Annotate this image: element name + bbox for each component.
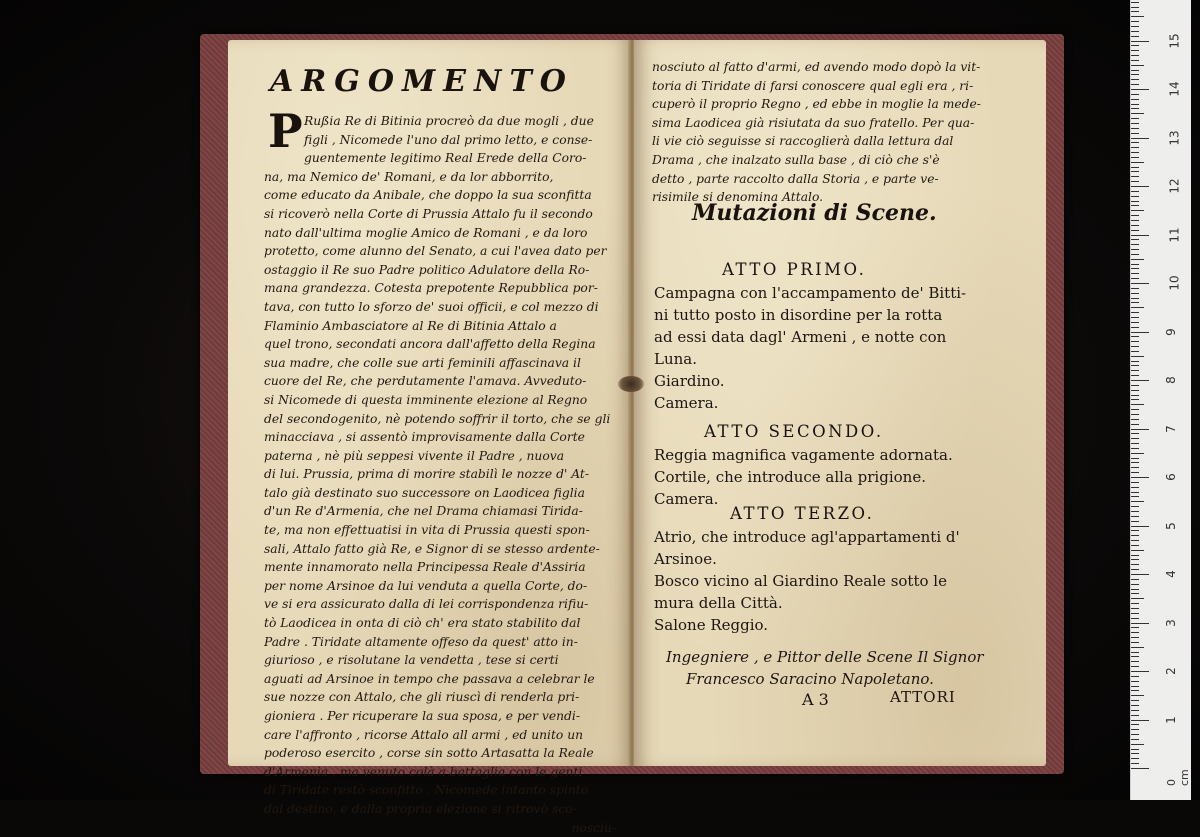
ruler-tick [1131,516,1139,517]
ruler-tick [1131,608,1139,609]
act-two-item: Camera. [654,490,719,508]
ruler-tick [1131,365,1139,366]
text-line: mana grandezza. Cotesta prepotente Repubblica por- [264,281,598,296]
ruler-tick [1131,322,1139,323]
ruler-tick [1131,681,1139,682]
ruler-tick [1131,569,1139,570]
ruler-number: 1 [1163,715,1178,724]
signature-mark: A 3 [802,690,829,709]
text-line: tò Laodicea in onta di ciò ch' era stato stabilito dal [264,616,581,631]
ruler-tick [1131,623,1149,624]
ruler-tick [1131,220,1139,221]
ruler-tick [1131,133,1139,134]
act-two-item: Cortile, che introduce alla prigione. [654,468,926,486]
ruler-tick [1131,264,1139,265]
ruler-tick [1131,584,1139,585]
ruler-tick [1131,235,1149,236]
ruler-tick [1131,540,1139,541]
text-line: protetto, come alunno del Senato, a cui l'avea dato per [264,244,607,259]
text-line: Rußia Re di Bitinia procreò da due mogli , due [304,114,594,128]
text-line: ostaggio il Re suo Padre politico Adulatore della Ro- [264,262,590,277]
act-one-item: ad essi data dagl' Armeni , e notte con [654,328,947,346]
ruler-tick [1131,230,1139,231]
credit-line: Ingegniere , e Pittor delle Scene Il Signor [666,648,984,666]
ruler-tick [1131,472,1139,473]
ruler-tick [1131,84,1139,85]
argument-continuation [652,58,1028,207]
ruler-tick [1131,433,1139,434]
ruler-tick [1131,758,1139,759]
ruler-tick [1131,603,1139,604]
ruler-tick [1131,356,1144,357]
ruler-tick [1131,50,1139,51]
ruler-tick [1131,201,1139,202]
drop-cap: P [268,104,303,158]
ruler-tick [1131,351,1139,352]
credit-line: Francesco Saracino Napoletano. [686,670,934,688]
ruler-tick [1131,690,1139,691]
scene-changes-title: Mutazioni di Scene. [692,200,937,226]
ruler-tick [1131,443,1139,444]
ruler-tick [1131,511,1139,512]
ruler-tick [1131,438,1139,439]
ruler-tick [1131,327,1139,328]
act-one-item: Giardino. [654,372,725,390]
ruler-tick [1131,710,1139,711]
act-three-heading: ATTO TERZO. [730,504,875,523]
ruler-tick [1131,317,1139,318]
ruler-tick [1131,205,1139,206]
ruler-tick [1131,31,1139,32]
act-three-item: Bosco vicino al Giardino Reale sotto le [654,572,947,590]
ruler-tick [1131,424,1139,425]
text-line: di Tiridate restò sconfitto . Nicomede intanto spinto [264,783,589,798]
ruler-number: 3 [1163,618,1178,627]
act-three-item: Arsinoe. [654,550,717,568]
ruler-number: 2 [1163,667,1178,675]
ruler-tick [1131,593,1139,594]
ruler-tick [1131,574,1149,575]
ruler-tick [1131,598,1144,599]
left-page [228,40,632,835]
ruler-tick [1131,739,1139,740]
text-line: sima Laodicea già risiutata da suo fratello. Per qua- [652,115,975,130]
ruler-tick [1131,191,1139,192]
ruler-tick [1131,45,1139,46]
ruler-tick [1131,477,1149,478]
ruler-number: 6 [1163,473,1178,481]
ruler-tick [1131,94,1139,95]
measurement-ruler [1130,0,1191,800]
act-two-heading: ATTO SECONDO. [704,422,884,441]
ruler-number: 13 [1167,129,1182,146]
ruler-tick [1131,123,1139,124]
ruler-number: 11 [1167,226,1182,243]
ruler-tick [1131,545,1139,546]
ruler-tick [1131,453,1144,454]
ruler-tick [1131,656,1139,657]
ruler-tick [1131,724,1139,725]
ruler-number: 8 [1163,376,1178,384]
text-line: cuore del Re, che perdutamente l'amava. Avveduto- [264,374,587,389]
ruler-tick [1131,734,1139,735]
text-line: minacciava , si assentò improvisamente dalla Corte [264,430,585,445]
ruler-tick [1131,380,1149,381]
ruler-tick [1131,419,1139,420]
ruler-tick [1131,613,1139,614]
text-line: d'un Re d'Armenia, che nel Drama chiamasi Tirida- [264,504,583,519]
ruler-tick [1131,632,1139,633]
act-one-item: Camera. [654,394,719,412]
ruler-tick [1131,458,1139,459]
ruler-tick [1131,341,1139,342]
ruler-tick [1131,390,1139,391]
ruler-number: 7 [1163,424,1178,433]
ruler-tick [1131,147,1139,148]
act-one-item: Campagna con l'accampamento de' Bitti- [654,284,967,302]
ruler-tick [1131,695,1144,696]
ruler-tick [1131,496,1139,497]
ruler-tick [1131,521,1139,522]
ruler-tick [1131,501,1144,502]
ruler-tick [1131,74,1139,75]
ruler-tick [1131,108,1139,109]
ruler-tick [1131,564,1139,565]
ruler-tick [1131,254,1139,255]
ruler-tick [1131,104,1139,105]
argument-text [264,112,616,837]
ruler-tick [1131,21,1139,22]
text-line: guentemente legitimo Real Erede della Coro- [304,151,587,166]
text-line: nosciuto al fatto d'armi, ed avendo modo dopò la vit- [652,60,981,74]
ruler-tick [1131,162,1144,163]
ruler-tick [1131,332,1149,333]
ruler-tick [1131,278,1139,279]
text-line: sua madre, che colle sue arti feminili affascinava il [264,355,581,370]
ruler-tick [1131,661,1139,662]
ruler-tick [1131,268,1139,269]
ruler-tick [1131,627,1139,628]
act-two-item: Reggia magnifica vagamente adornata. [654,446,953,464]
ruler-tick [1131,642,1139,643]
text-line: Padre . Tiridate altamente offeso da quest' atto in- [264,634,578,649]
text-line: mente innamorato nella Principessa Reale d'Assiria [264,560,586,575]
ruler-tick [1131,7,1139,8]
ruler-tick [1131,744,1144,745]
text-line: quel trono, secondati ancora dall'affetto della Regina [264,337,596,352]
ruler-tick [1131,89,1149,90]
ruler-tick [1131,336,1139,337]
ruler-tick [1131,637,1139,638]
text-line: poderoso esercito , corse sin sotto Artasatta la Reale [264,746,594,761]
text-line: di lui. Prussia, prima di morire stabilì le nozze d' At- [264,467,589,482]
ruler-tick [1131,652,1139,653]
text-line: te, ma non effettuatisi in vita di Prussia questi spon- [264,523,590,538]
ruler-tick [1131,16,1144,17]
text-line: nato dall'ultima moglie Amico de Romani , e da loro [264,225,588,240]
text-line: ve si era assicurato dalla di lei corrispondenza rifiu- [264,597,589,612]
ruler-tick [1131,142,1139,143]
ruler-tick [1131,176,1139,177]
ruler-tick [1131,589,1139,590]
text-line: paterna , nè più seppesi vivente il Padre , nuova [264,448,565,463]
ruler-tick [1131,307,1144,308]
text-line: si ricoverò nella Corte di Prussia Attalo fu il secondo [264,206,593,221]
text-line: Flaminio Ambasciatore al Re di Bitinia Attalo a [264,318,557,333]
ruler-tick [1131,273,1139,274]
ruler-tick [1131,346,1139,347]
ruler-tick [1131,482,1139,483]
ruler-tick [1131,249,1139,250]
ruler-tick [1131,715,1139,716]
ruler-tick [1131,79,1139,80]
ruler-tick [1131,749,1139,750]
ruler-tick [1131,312,1139,313]
text-line: na, ma Nemico de' Romani, e da lor abborrito, [264,169,554,184]
act-one-item: Luna. [654,350,697,368]
ruler-tick [1131,720,1149,721]
text-line: dal destino, e dalla propria elezione si ritrovò sco- [264,801,577,816]
ruler-tick [1131,55,1139,56]
page-stain [618,376,644,392]
ruler-tick [1131,550,1144,551]
text-line: talo già destinato suo successore on Laodicea figlia [264,485,585,500]
ruler-tick [1131,526,1149,527]
ruler-unit-label: 0 cm [1165,769,1191,786]
text-line: sue nozze con Attalo, che gli riuscì di renderla pri- [264,690,580,705]
act-one-item: ni tutto posto in disordine per la rotta [654,306,943,324]
ruler-tick [1131,385,1139,386]
text-line: tava, con tutto lo sforzo de' suoi officii, e col mezzo di [264,299,599,314]
ruler-number: 5 [1163,521,1178,530]
ruler-tick [1131,210,1144,211]
ruler-tick [1131,462,1139,463]
ruler-tick [1131,700,1139,701]
ruler-tick [1131,60,1139,61]
text-line: risimile si denomina Attalo. [652,190,824,205]
ruler-tick [1131,167,1139,168]
ruler-tick [1131,647,1144,648]
text-line: figli , Nicomede l'uno dal primo letto, e conse- [304,132,593,147]
ruler-tick [1131,370,1139,371]
ruler-tick [1131,448,1139,449]
ruler-tick [1131,429,1149,430]
ruler-number: 14 [1167,81,1182,97]
ruler-tick [1131,152,1139,153]
ruler-tick [1131,65,1144,66]
ruler-tick [1131,487,1139,488]
ruler-tick [1131,99,1139,100]
act-three-item: mura della Città. [654,594,783,612]
ruler-tick [1131,36,1139,37]
ruler-tick [1131,768,1149,769]
ruler-tick [1131,492,1139,493]
ruler-tick [1131,666,1139,667]
ruler-tick [1131,671,1149,672]
ruler-tick [1131,729,1139,730]
ruler-tick [1131,395,1139,396]
ruler-tick [1131,399,1139,400]
ruler-tick [1131,753,1139,754]
ruler-tick [1131,259,1144,260]
text-line: care l'affronto , ricorse Attalo all armi , ed unito un [264,727,584,742]
ruler-tick [1131,530,1139,531]
ruler-tick [1131,579,1139,580]
text-line: aguati ad Arsinoe in tempo che passava a celebrar le [264,671,595,686]
text-line: toria di Tiridate di farsi conoscere qual egli era , ri- [652,78,974,93]
ruler-tick [1131,215,1139,216]
ruler-tick [1131,41,1149,42]
ruler-tick [1131,535,1139,536]
right-page [634,40,1046,766]
text-line: cuperò il proprio Regno , ed ebbe in moglie la mede- [652,97,981,112]
text-line: come educato da Anibale, che doppo la sua sconfitta [264,188,592,203]
ruler-tick [1131,676,1139,677]
text-line: Drama , che inalzato sulla base , di ciò che s'è [652,152,940,167]
ruler-number: 4 [1163,570,1178,578]
ruler-tick [1131,11,1139,12]
ruler-tick [1131,559,1139,560]
ruler-tick [1131,244,1139,245]
ruler-tick [1131,225,1139,226]
ruler-number: 9 [1163,327,1178,336]
ruler-tick [1131,414,1139,415]
text-line: sali, Attalo fatto già Re, e Signor di se stesso ardente- [264,541,600,556]
ruler-tick [1131,298,1139,299]
ruler-tick [1131,128,1139,129]
text-line: d'Armenia , ma venuto colà a battaglia con le genti [264,764,583,779]
text-line: detto , parte raccolto dalla Storia , e parte ve- [652,171,939,186]
ruler-tick [1131,302,1139,303]
act-one-heading: ATTO PRIMO. [722,260,867,279]
ruler-tick [1131,467,1139,468]
ruler-tick [1131,181,1139,182]
text-line: del secondogenito, nè potendo soffrir il torto, che se gli [264,411,611,426]
ruler-tick [1131,2,1139,3]
text-line: per nome Arsinoe da lui venduta a quella Corte, do- [264,578,588,593]
ruler-tick [1131,157,1139,158]
act-three-item: Atrio, che introduce agl'appartamenti d' [654,528,960,546]
ruler-tick [1131,293,1139,294]
ruler-tick [1131,404,1144,405]
ruler-tick [1131,705,1139,706]
ruler-tick [1131,555,1139,556]
ruler-tick [1131,283,1149,284]
ruler-tick [1131,288,1139,289]
ruler-tick [1131,686,1139,687]
text-line: si Nicomede di questa imminente elezione al Regno [264,392,588,407]
ruler-tick [1131,118,1139,119]
text-line: gioniera . Per ricuperare la sua sposa, e per vendi- [264,709,581,723]
text-line: giurioso , e risolutane la vendetta , tese si certi [264,653,559,668]
ruler-tick [1131,70,1139,71]
ruler-tick [1131,171,1139,172]
ruler-tick [1131,138,1149,139]
ruler-number: 10 [1167,275,1182,291]
page-title: ARGOMENTO [270,64,574,99]
ruler-tick [1131,618,1139,619]
ruler-tick [1131,361,1139,362]
ruler-number: 15 [1167,32,1182,49]
text-line: nosciu- [571,820,616,835]
ruler-tick [1131,763,1139,764]
ruler-tick [1131,113,1144,114]
ruler-tick [1131,409,1139,410]
ruler-tick [1131,506,1139,507]
ruler-tick [1131,196,1139,197]
text-line: li vie ciò seguisse si raccoglierà dalla lettura dal [652,134,954,149]
ruler-tick [1131,26,1139,27]
ruler-tick [1131,186,1149,187]
ruler-tick [1131,375,1139,376]
ruler-number: 12 [1167,178,1182,194]
catchword: ATTORI [890,688,956,706]
ruler-tick [1131,239,1139,240]
act-three-item: Salone Reggio. [654,616,769,634]
